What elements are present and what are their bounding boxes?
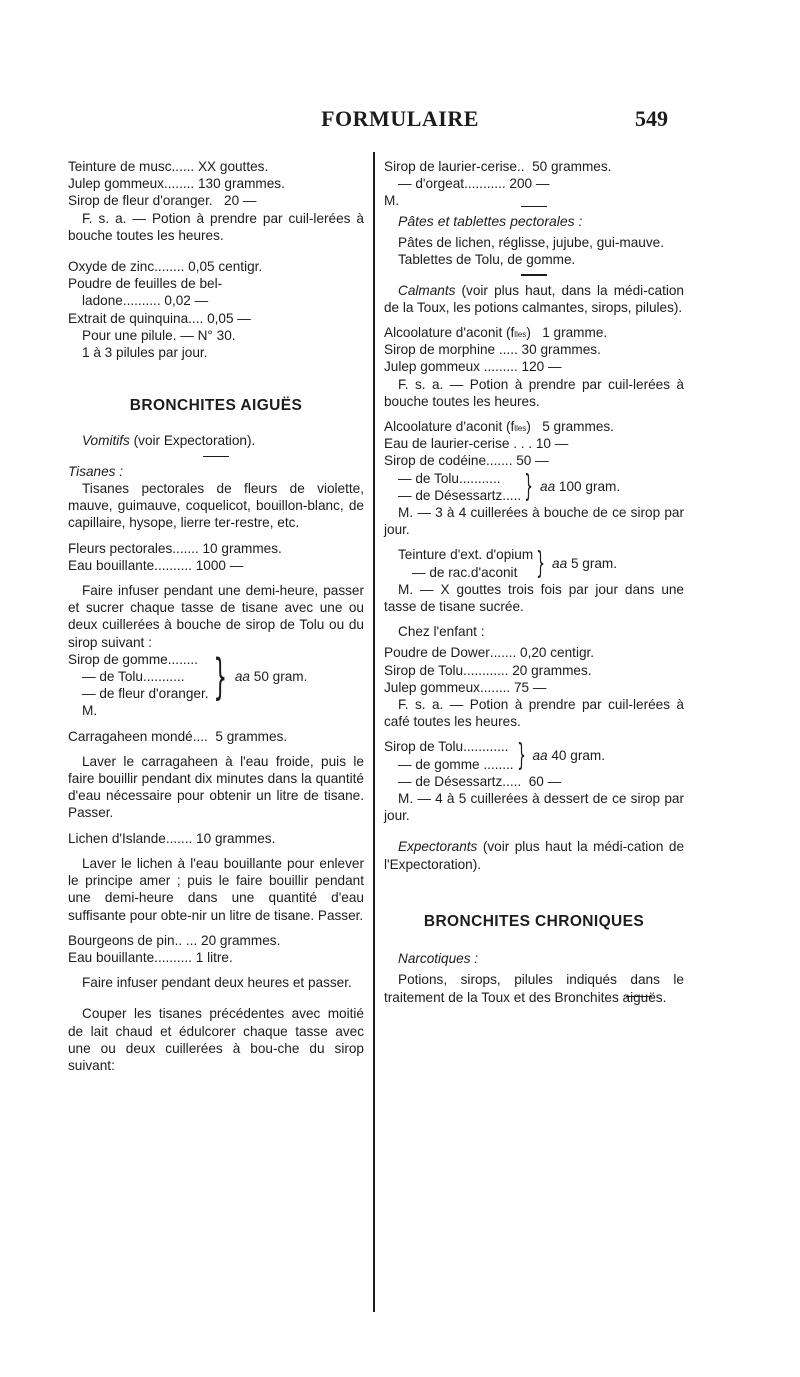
recipe-zinc	[68, 258, 364, 361]
recipe-line: Carragaheen mondé .... 5 grammes.	[68, 728, 288, 744]
recipe-line: Poudre de Dower ....... 0,20 centigr.	[384, 645, 595, 661]
instruction: M. — 4 à 5 cuillerées à dessert de ce sirop par jour.	[384, 791, 684, 824]
page-number: 549	[635, 106, 668, 131]
recipe-line: Sirop de Tolu ............ 20 grammes.	[384, 662, 592, 678]
recipe-line: — de gomme ........	[398, 756, 514, 772]
recipe-line: Bourgeons de pin.. ... 20 grammes.	[68, 932, 281, 948]
paragraph: Couper les tisanes précédentes avec moitié de lait chaud et édulcorer chaque tasse avec une ou deux cuillerées à bou-che du sirop suivant:	[68, 1006, 364, 1073]
recipe-line: — de fleur d'oranger.	[82, 686, 209, 702]
recipe-musc	[68, 158, 364, 244]
section-heading: BRONCHITES AIGUËS	[129, 397, 303, 415]
instruction: M. — X gouttes trois fois par jour dans une tasse de tisane sucrée.	[384, 581, 684, 615]
paragraph: Laver le lichen à l'eau bouillante pour enlever le principe amer ; puis le faire bouillir pendant une demi-heure dans une quantité d'eau suffisante pour obte-nir un litre de tisane. Passer.	[68, 855, 364, 923]
recipe-line: — de Tolu...........	[82, 669, 185, 685]
recipe-line: — de Désessartz ..... 60 —	[398, 773, 562, 789]
instruction: F. s. a. — Potion à prendre par cuil-lerées à bouche toutes les heures.	[68, 210, 364, 243]
paragraph: Faire infuser pendant deux heures et passer.	[82, 975, 352, 991]
recipe-line: Lichen d'Islande ....... 10 grammes.	[68, 830, 276, 846]
instruction: F. s. a. — Potion à prendre par cuil-lerées à bouche toutes les heures.	[384, 376, 684, 409]
recipe-line: Julep gommeux ......... 120 —	[384, 359, 562, 375]
subheading: Tisanes :	[68, 463, 124, 479]
recipe-line: Poudre de feuilles de bel-	[68, 276, 223, 292]
recipe-line: Eau de laurier-cerise . . . 10 —	[384, 436, 569, 452]
recipe-line: Teinture de musc ...... XX gouttes.	[68, 159, 269, 174]
calmants-line: Calmants (voir plus haut, dans la médi-cation de la Toux, les potions calmantes, sirops, pilules).	[384, 282, 684, 315]
recipe-line: Sirop de laurier-cerise.. 50 grammes.	[384, 159, 612, 174]
recipe-line: Teinture d'ext. d'opium	[398, 547, 534, 563]
paragraph: Tablettes de Tolu, de gomme.	[398, 252, 576, 268]
recipe-line: Sirop de fleur d'oranger. 20 —	[68, 193, 257, 209]
brace: }	[212, 648, 227, 705]
recipe-gomme: Sirop de gomme........ — de Tolu........... — de fleur d'oranger. } aa 50 gram.	[68, 648, 308, 705]
separator	[203, 456, 229, 457]
subheading: Pâtes et tablettes pectorales :	[398, 212, 583, 229]
recipe-line: — de Tolu...........	[398, 470, 501, 486]
expectorants-line: Expectorants (voir plus haut la médi-cation de l'Expectoration).	[384, 839, 684, 872]
recipe-line: — de Désessartz.....	[398, 487, 522, 503]
recipe-line: Julep gommeux ........ 130 grammes.	[68, 176, 285, 192]
column-divider	[373, 152, 375, 1312]
instruction: Pour une pilule. — N° 30.	[82, 327, 236, 343]
section-heading: BRONCHITES CHRONIQUES	[423, 912, 645, 930]
separator	[521, 206, 547, 207]
instruction: F. s. a. — Potion à prendre par cuil-lerées à café toutes les heures.	[384, 697, 684, 730]
subheading: Chez l'enfant :	[398, 624, 485, 640]
recipe-line: Alcoolature d'aconit (f lles ) 1 gramme.	[384, 325, 608, 340]
recipe-line: Alcoolature d'aconit (f lles ) 5 grammes.	[384, 419, 614, 435]
left-column	[68, 158, 364, 1074]
separator	[521, 274, 547, 275]
recipe-line: Sirop de gomme........	[68, 651, 198, 667]
instruction: 1 à 3 pilules par jour.	[82, 345, 208, 361]
recipe-line: — de rac.d'aconit	[412, 564, 518, 580]
paragraph: Pâtes de lichen, réglisse, jujube, gui-mauve.	[398, 235, 664, 250]
recipe-line: Julep gommeux ........ 75 —	[384, 679, 547, 695]
paragraph: Faire infuser pendant une demi-heure, passer et sucrer chaque tasse de tisane avec une ou deux cuillerées à bouche de sirop de Tolu ou du sirop suivant :	[68, 583, 364, 650]
recipe-line: Eau bouillante .......... 1 litre.	[68, 949, 233, 965]
recipe-line: Extrait de quinquina.... 0,05 —	[68, 310, 251, 326]
page-header	[0, 106, 800, 136]
paragraph: Tisanes pectorales de fleurs de violette, mauve, guimauve, coquelicot, bouillon-blanc, de capillaire, hysope, lierre ter-restre, etc.	[68, 481, 364, 531]
instruction: M. — 3 à 4 cuillerées à bouche de ce sirop par jour.	[384, 505, 684, 538]
brace: }	[516, 737, 526, 773]
brace: }	[524, 468, 533, 504]
running-title: FORMULAIRE	[321, 106, 479, 131]
recipe-tolu-gomme: Sirop de Tolu............ — de gomme ........ } aa 40 gram.	[384, 737, 606, 773]
recipe-line: Sirop de morphine ..... 30 grammes.	[384, 342, 601, 358]
recipe-tolu: — de Tolu........... — de Désessartz..... } aa 100 gram.	[384, 470, 684, 504]
recipe-line: ladone .......... 0,02 —	[82, 293, 209, 309]
recipe-line: Eau bouillante .......... 1000 —	[68, 557, 244, 573]
recipe-opium: Teinture d'ext. d'opium — de rac.d'aconit } aa 5 gram.	[384, 546, 684, 580]
subheading: Narcotiques :	[398, 951, 479, 967]
recipe-line: Fleurs pectorales ....... 10 grammes.	[68, 540, 282, 556]
instruction: M.	[82, 703, 98, 719]
vomitifs-line: Vomitifs (voir Expectoration).	[82, 433, 256, 449]
instruction: M.	[384, 193, 400, 209]
brace: }	[536, 545, 546, 581]
paragraph: Laver le carragaheen à l'eau froide, puis le faire bouillir pendant dix minutes dans la quantité d'eau nécessaire pour obtenir un litre de tisane. Passer.	[68, 753, 364, 821]
recipe-line: Sirop de Tolu............	[384, 739, 509, 755]
paragraph: Potions, sirops, pilules indiqués dans le traitement de la Toux et des Bronchites aiguës.	[384, 972, 684, 1005]
right-column	[384, 158, 684, 1005]
recipe-line: Sirop de codéine ....... 50 —	[384, 453, 549, 469]
recipe-line: Oxyde de zinc ........ 0,05 centigr.	[68, 259, 263, 275]
recipe-line: — d'orgeat ........... 200 —	[398, 176, 550, 192]
